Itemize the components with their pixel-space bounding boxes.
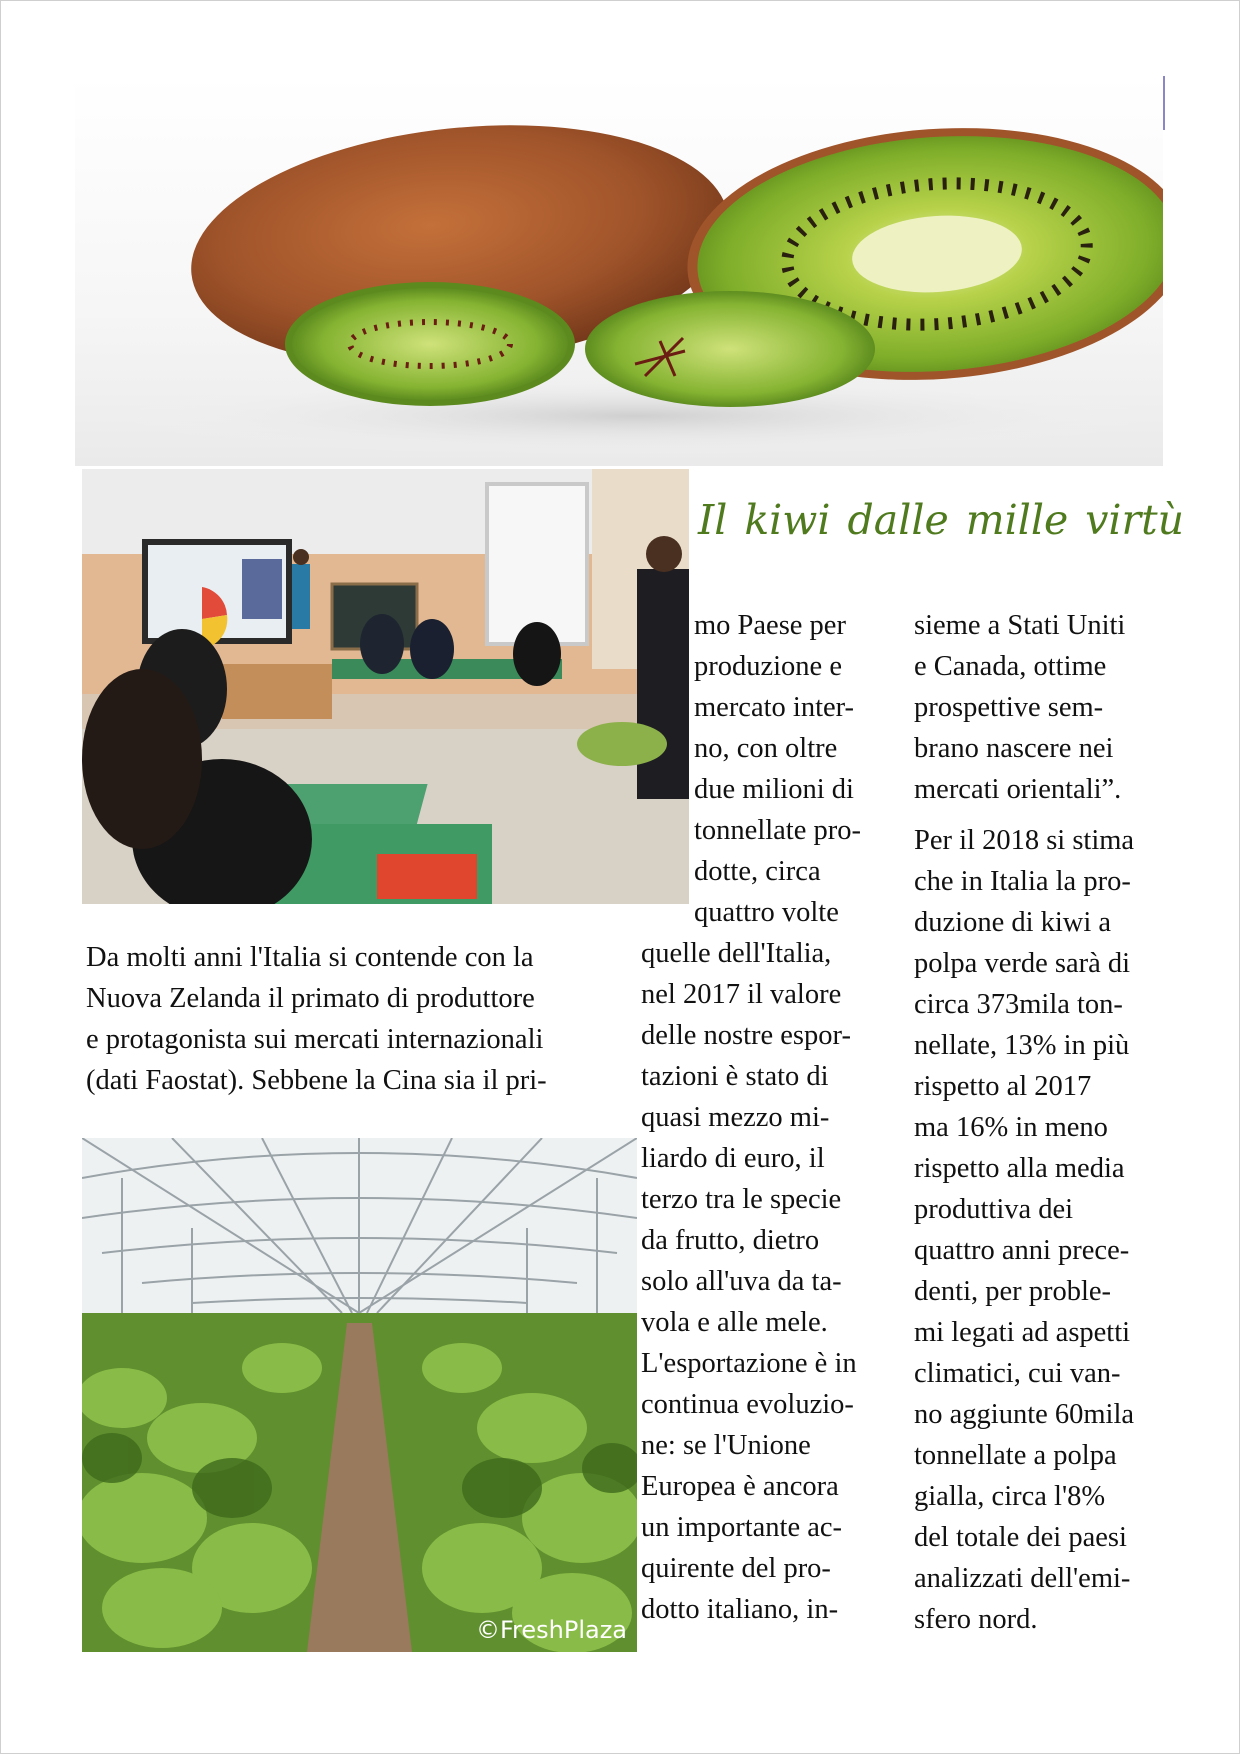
text-line: (dati Faostat). Sebbene la Cina sia il pri- — [86, 1065, 547, 1096]
text-line: vola e alle mele. — [641, 1307, 828, 1338]
hero-kiwi-image — [75, 76, 1163, 466]
text-line: nellate, 13% in più — [914, 1030, 1130, 1061]
column-middle-bottom — [641, 933, 901, 1630]
text-line: dotte, circa — [694, 856, 821, 887]
text-line: del totale dei paesi — [914, 1522, 1127, 1553]
greenhouse-illustration — [82, 1138, 637, 1652]
text-line: quattro volte — [694, 897, 839, 928]
watermark: ©FreshPlaza — [475, 1616, 627, 1644]
text-line: continua evoluzio- — [641, 1389, 854, 1420]
text-line: Per il 2018 si stima — [914, 825, 1135, 856]
text-line: Europea è ancora — [641, 1471, 839, 1502]
text-line: no aggiunte 60mila — [914, 1399, 1135, 1430]
text-line: produttiva dei — [914, 1194, 1074, 1225]
text-line: mercato inter- — [694, 692, 855, 723]
baby-kiwi-left — [285, 282, 575, 406]
baby-kiwi-right — [585, 291, 875, 407]
text-line: mo Paese per — [694, 610, 846, 641]
text-line: rispetto al 2017 — [914, 1071, 1092, 1102]
text-line: un importante ac- — [641, 1512, 843, 1543]
text-line: tonnellate pro- — [694, 815, 861, 846]
text-line: rispetto alla media — [914, 1153, 1125, 1184]
text-line: che in Italia la pro- — [914, 866, 1131, 897]
classroom-illustration — [82, 469, 689, 904]
text-line: ma 16% in meno — [914, 1112, 1108, 1143]
text-line: ne: se l'Unione — [641, 1430, 811, 1461]
text-line: terzo tra le specie — [641, 1184, 842, 1215]
text-line: Da molti anni l'Italia si contende con la — [86, 942, 534, 973]
text-line: da frutto, dietro — [641, 1225, 820, 1256]
text-line: produzione e — [694, 651, 842, 682]
text-line: denti, per proble- — [914, 1276, 1112, 1307]
text-line: polpa verde sarà di — [914, 948, 1131, 979]
text-line: mercati orientali”. — [914, 774, 1122, 805]
margin-marker — [1163, 76, 1165, 130]
column-middle-top — [694, 605, 904, 933]
column-right-top — [914, 605, 1174, 810]
text-line: circa 373mila ton- — [914, 989, 1123, 1020]
text-line: brano nascere nei — [914, 733, 1114, 764]
text-line: quasi mezzo mi- — [641, 1102, 830, 1133]
text-line: quelle dell'Italia, — [641, 938, 832, 969]
text-line: prospettive sem- — [914, 692, 1104, 723]
text-line: mi legati ad aspetti — [914, 1317, 1131, 1348]
text-line: climatici, cui van- — [914, 1358, 1121, 1389]
text-line: duzione di kiwi a — [914, 907, 1112, 938]
text-line: sfero nord. — [914, 1604, 1038, 1635]
text-line: no, con oltre — [694, 733, 838, 764]
column-right-bottom — [914, 820, 1174, 1640]
text-line: quattro anni prece- — [914, 1235, 1130, 1266]
kiwi-illustration — [75, 76, 1163, 466]
text-line: gialla, circa l'8% — [914, 1481, 1106, 1512]
text-line: e Canada, ottime — [914, 651, 1107, 682]
text-line: Nuova Zelanda il primato di produttore — [86, 983, 535, 1014]
text-line: quirente del pro- — [641, 1553, 831, 1584]
text-line: nel 2017 il valore — [641, 979, 842, 1010]
text-line: liardo di euro, il — [641, 1143, 825, 1174]
text-line: L'esportazione è in — [641, 1348, 857, 1379]
text-line: due milioni di — [694, 774, 854, 805]
text-line: e protagonista sui mercati internazionali — [86, 1024, 544, 1055]
text-line: solo all'uva da ta- — [641, 1266, 842, 1297]
text-line: dotto italiano, in- — [641, 1594, 839, 1625]
text-line: delle nostre espor- — [641, 1020, 851, 1051]
classroom-photo — [82, 469, 689, 904]
text-line: sieme a Stati Uniti — [914, 610, 1126, 641]
text-line: tazioni è stato di — [641, 1061, 829, 1092]
article-title: Il kiwi dalle mille virtù — [698, 496, 1185, 544]
text-line: tonnellate a polpa — [914, 1440, 1117, 1471]
text-line: analizzati dell'emi- — [914, 1563, 1131, 1594]
column-left-intro — [86, 937, 606, 1101]
greenhouse-photo — [82, 1138, 637, 1652]
